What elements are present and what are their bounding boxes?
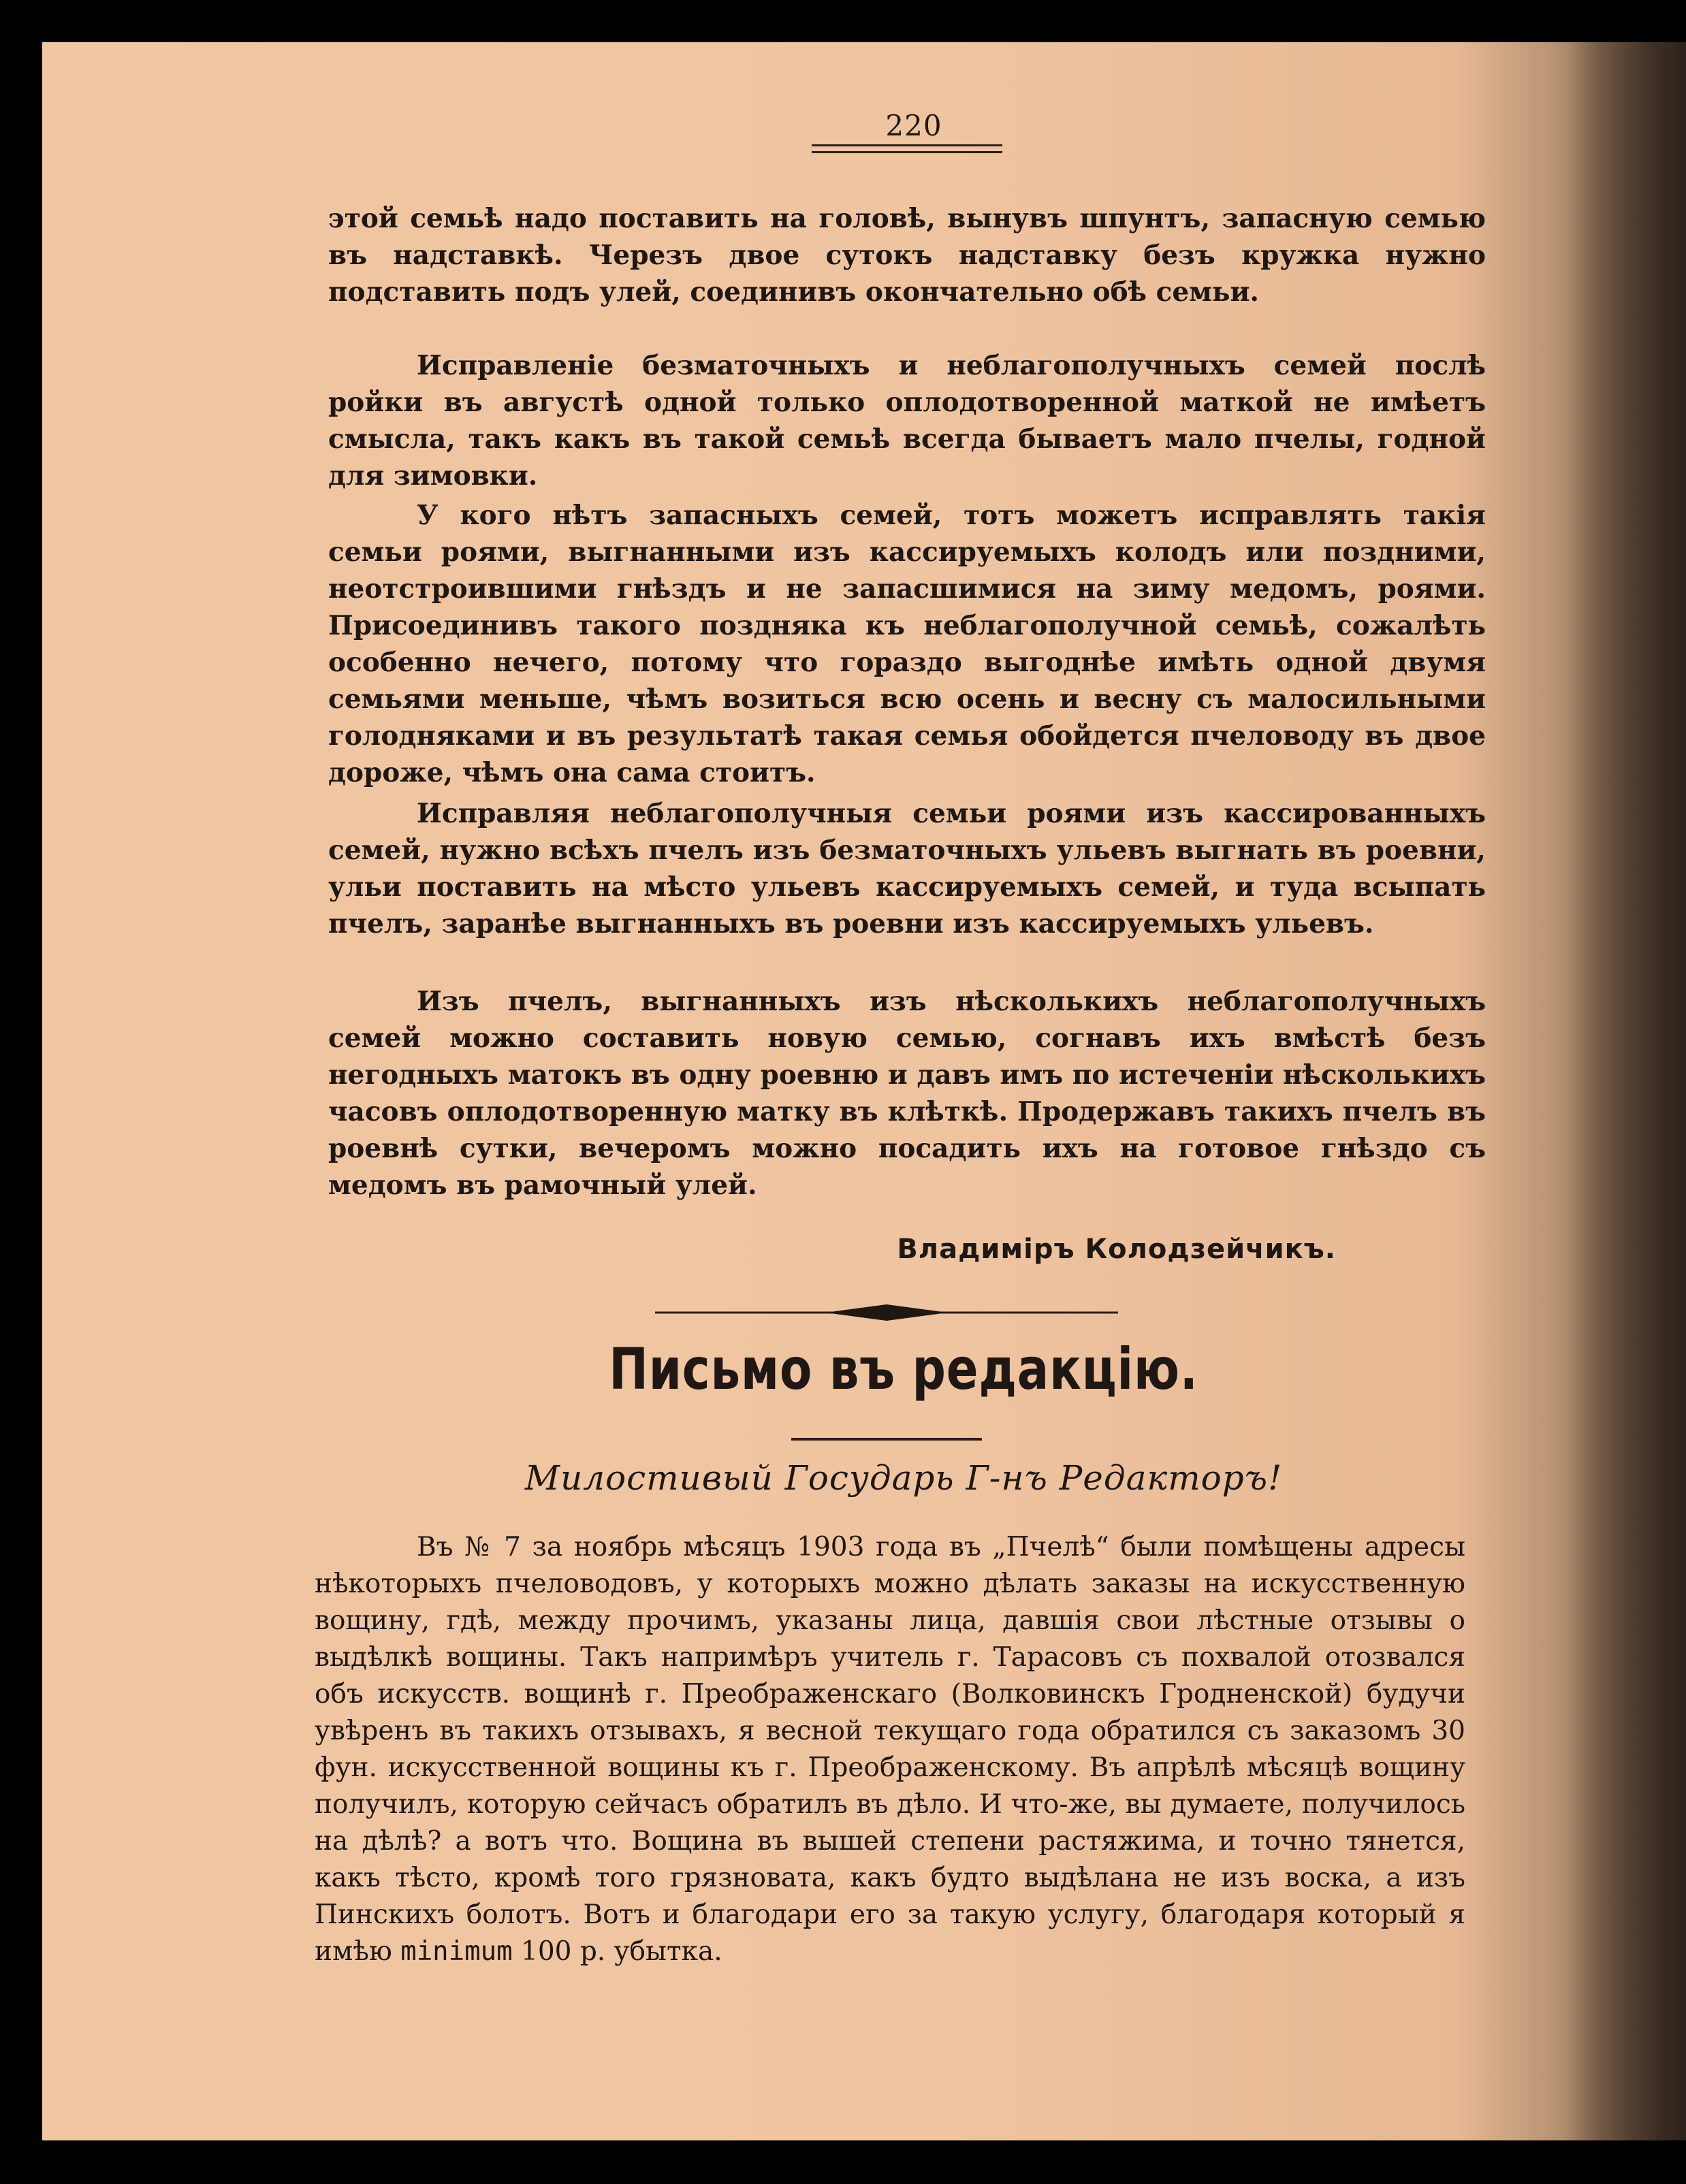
article-paragraph-4: Исправляя неблагополучныя семьи роями изъ кассированныхъ семей, нужно всѣхъ пчелъ изъ безматочныхъ ульевъ выгнать въ роевни, ульи поставить на мѣсто ульевъ кассируемыхъ семей, и туда всыпать пчелъ, заранѣе выгнанныхъ въ роевни изъ кассируемыхъ ульевъ. bbox=[328, 798, 1486, 940]
article-paragraph-3: У кого нѣтъ запасныхъ семей, тотъ можетъ исправлять такія семьи роями, выгнанными изъ кассируемыхъ колодъ или поздними, неотстроившими гнѣздъ и не запасшимися на зиму медомъ, роями. Присоединивъ такого поздняка къ неблагополучной семьѣ, сожалѣть особенно нечего, потому что гораздо выгоднѣе имѣть одной двумя семьями меньше, чѣмъ возиться всю осень и весну съ малосильными голодняками и въ результатѣ такая семья обойдется пчеловоду въ двое дороже, чѣмъ она сама стоитъ. bbox=[328, 500, 1486, 788]
section-divider-ornament bbox=[655, 1299, 1118, 1326]
letter-body-text: Въ № 7 за ноябрь мѣсяцъ 1903 года въ „Пчелѣ“ были помѣщены адресы нѣкоторыхъ пчеловодовъ, у которыхъ можно дѣлать заказы на искусственную вощину, гдѣ, между прочимъ, указаны лица, давшія свои лѣстные отзывы о выдѣлкѣ вощины. Такъ напримѣръ учитель г. Тарасовъ съ похвалой отозвался объ искусств. вощинѣ г. Преображенскаго (Волковинскъ Гродненской) будучи увѣренъ въ такихъ отзывахъ, я весной текущаго года обратился съ заказомъ 30 фун. искусственной вощины къ г. Преображенскому. Въ апрѣлѣ мѣсяцѣ вощину получилъ, которую сейчасъ обратилъ въ дѣло. И что-же, вы думаете, получилось на дѣлѣ? а вотъ что. Вощина въ вышей степени растяжима, и точно тянется, какъ тѣсто, кромѣ того грязновата, какъ будто выдѣлана не изъ воска, а изъ Пинскихъ болотъ. Вотъ и благодари его за такую услугу, благодаря который я имѣю bbox=[315, 1532, 1465, 1967]
letter-body-minimum: minimum bbox=[400, 1936, 513, 1967]
author-signature: Владиміръ Колодзейчикъ. bbox=[897, 1234, 1336, 1265]
article-paragraph-2: Исправленіе безматочныхъ и неблагополучныхъ семей послѣ ройки въ августѣ одной только оплодотворенной маткой не имѣетъ смысла, такъ какъ въ такой семьѣ всегда бываетъ мало пчелы, годной для зимовки. bbox=[328, 350, 1486, 492]
letter-body bbox=[315, 1529, 1465, 1970]
page-number-rule-bottom bbox=[812, 151, 1002, 153]
page-binding-shadow bbox=[1568, 42, 1686, 2140]
letter-salutation: Милостивый Государь Г-нъ Редакторъ! bbox=[524, 1458, 1283, 1498]
page-number: 220 bbox=[885, 109, 942, 142]
article-paragraph-5: Изъ пчелъ, выгнанныхъ изъ нѣсколькихъ неблагополучныхъ семей можно составить новую семью, согнавъ ихъ вмѣстѣ безъ негодныхъ матокъ въ одну роевню и давъ имъ по истеченіи нѣсколькихъ часовъ оплодотворенную матку въ клѣткѣ. Продержавъ такихъ пчелъ въ роевнѣ сутки, вечеромъ можно посадить ихъ на готовое гнѣздо съ медомъ въ рамочный улей. bbox=[328, 986, 1486, 1201]
letter-heading: Письмо въ редакцію. bbox=[609, 1336, 1198, 1402]
page-number-rule-top bbox=[812, 144, 1002, 146]
book-page bbox=[42, 42, 1686, 2140]
heading-underline bbox=[791, 1438, 982, 1441]
letter-body-ending: 100 р. убытка. bbox=[521, 1936, 722, 1967]
article-paragraph-1: этой семьѣ надо поставить на головѣ, вынувъ шпунтъ, запасную семью въ надставкѣ. Черезъ двое сутокъ надставку безъ кружка нужно подставить подъ улей, соединивъ окончательно обѣ семьи. bbox=[328, 203, 1486, 308]
divider-diamond bbox=[825, 1304, 948, 1321]
